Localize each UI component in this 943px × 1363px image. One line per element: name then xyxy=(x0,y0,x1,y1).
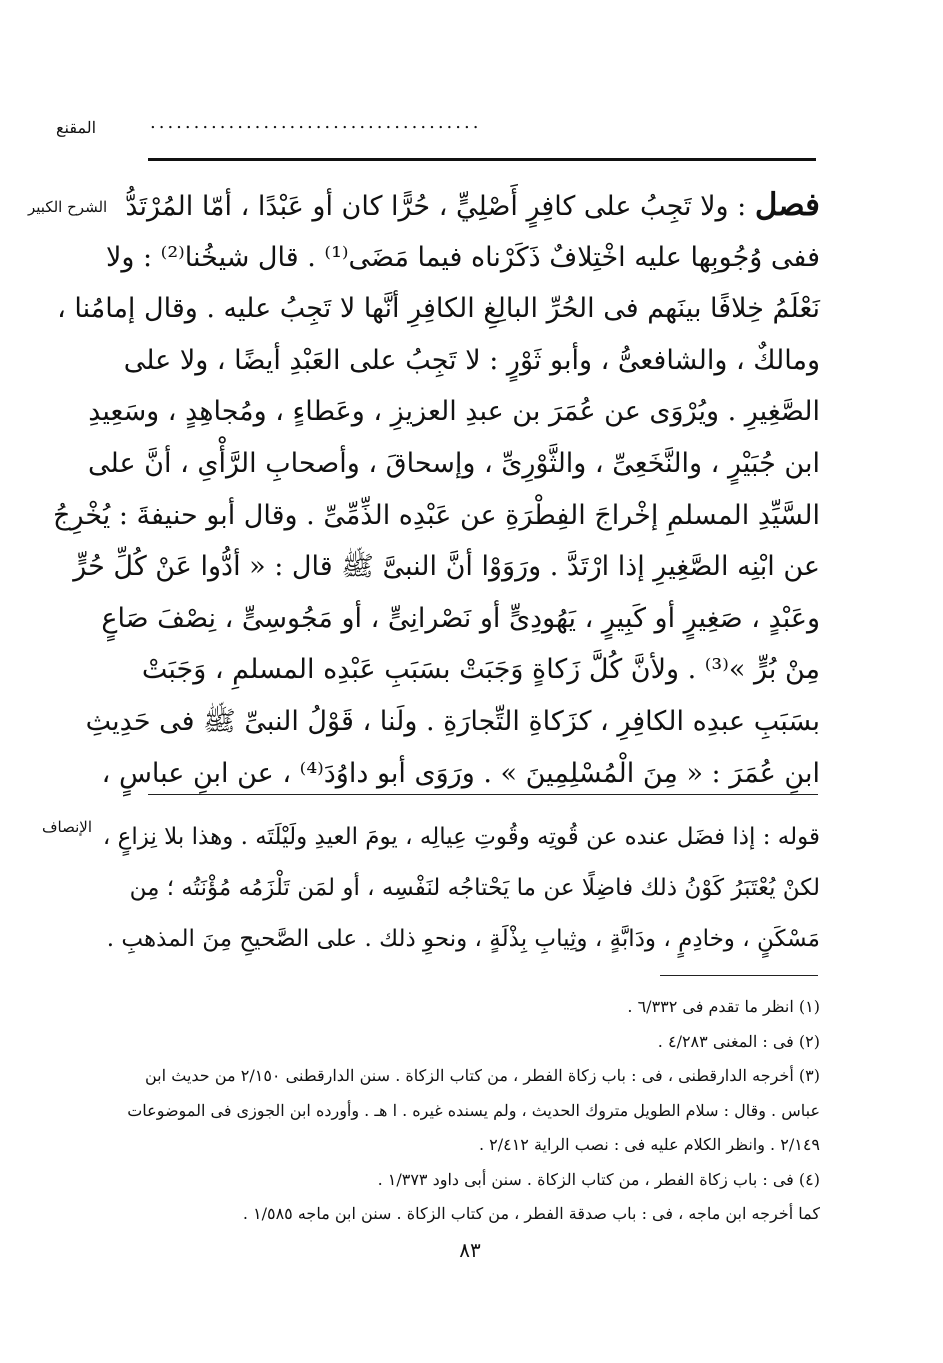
leader-dots: ...................................... xyxy=(150,112,482,133)
insaf-line-2: لكنْ يُعْتَبَرُ كَوْنُ ذلك فاضِلًا عن ما يَحْتاجُه لنَفْسِه ، أو لمَن تَلْزَمُه مُؤْنَتُه ؛ مِن xyxy=(129,875,820,901)
insaf-line-3: مَسْكَنٍ ، وخادِمٍ ، ودَابَّةٍ ، وثِيابِ بِذْلَةٍ ، ونحوِ ذلك . على الصَّحيحِ مِنَ المذهبِ . xyxy=(106,926,820,952)
page-number: ٨٣ xyxy=(459,1238,481,1262)
insaf-line-1: قوله : إذا فضَل عنده عن قُوتِه وقُوتِ عِيالِه ، يومَ العيدِ ولَيْلَتَه . وهذا بلا نِزاعٍ ، xyxy=(102,824,820,850)
side-label-insaf: الإنصاف xyxy=(42,818,93,836)
main-line-2: ففى وُجُوبِها عليه اخْتِلافٌ ذَكَرْناه فيما مَضَى⁽¹⁾ . قال شيخُنا⁽²⁾ : ولا xyxy=(105,241,820,273)
running-title: المقنع xyxy=(56,118,97,137)
footnote-2: (٢) فى : المغنى ٤/٢٨٣ . xyxy=(657,1031,820,1051)
footnote-1: (١) انظر ما تقدم فى ٦/٣٣٢ . xyxy=(627,997,820,1016)
section-divider xyxy=(148,794,818,795)
footnote-4: (٤) فى : باب زكاة الفطر ، من كتاب الزكاة . سنن أبى داود ١/٣٧٣ . xyxy=(377,1169,820,1189)
footnote-3: (٣) أخرجه الدارقطنى ، فى : باب زكاة الفطر ، من كتاب الزكاة . سنن الدارقطنى ٢/١٥٠ من حديث ابن xyxy=(145,1066,820,1085)
main-line-4: ومالكٌ ، والشافعىُّ ، وأبو ثَوْرٍ : لا تَجِبُ على العَبْدِ أيضًا ، ولا على xyxy=(123,344,820,376)
main-line-9: وعَبْدٍ ، صَغِيرٍ أو كَبِيرٍ ، يَهُودِىٍّ أو نَصْرانِىٍّ ، أو مَجُوسِىٍّ ، نِصْفَ صَاعٍ xyxy=(101,602,820,634)
main-line-11: بسَبَبِ عبدِه الكافِرِ ، كزَكاةِ التِّجارَةِ . ولَنا ، قَوْلُ النبىِّ ﷺ فى حَدِيثِ xyxy=(85,705,820,737)
footnote-3-end: ٢/١٤٩ . وانظر الكلام عليه فى : نصب الراية ٢/٤١٢ . xyxy=(478,1135,820,1154)
main-line-8: عن ابْنِه الصَّغِيرِ إذا ارْتَدَّ . ورَوَوْا أنَّ النبىَّ ﷺ قال : « أدُّوا عَنْ كُلِّ حُرٍّ xyxy=(73,551,820,583)
side-label-sharh: الشرح الكبير xyxy=(28,198,108,216)
footnote-rule xyxy=(660,975,818,976)
header-rule xyxy=(148,158,816,161)
footnotes xyxy=(127,990,820,1232)
main-line-1 xyxy=(125,180,820,232)
footnote-3-cont: عباس . وقال : سلام الطويل متروك الحديث ، ولم يسنده غيره . ا هـ . وأورده ابن الجوزى فى الموضوعات xyxy=(127,1100,820,1120)
main-line-6: ابن جُبَيْرٍ ، والنَّخَعِىِّ ، والثَّوْرِىِّ ، وإسحاقَ ، وأصحابِ الرَّأْىِ ، أنَّ على xyxy=(88,447,820,479)
footnote-4-cont: كما أخرجه ابن ماجه ، فى : باب صدقة الفطر ، من كتاب الزكاة . سنن ابن ماجه ١/٥٨٥ . xyxy=(242,1204,820,1223)
main-line-3: نَعْلَمُ خِلافًا بينَهم فى الحُرِّ البالِغِ الكافِرِ أنَّها لا تَجِبُ عليه . وقال إمامُنا ، xyxy=(57,293,820,325)
main-line-5: الصَّغِيرِ . ويُرْوَى عن عُمَرَ بن عبدِ العزيزِ ، وعَطاءٍ ، ومُجاهِدٍ ، وسَعِيدِ xyxy=(88,396,820,428)
main-line-1-text: : ولا تَجِبُ على كافِرٍ أَصْلِيٍّ ، حُرًّا كان أو عَبْدًا ، أمّا المُرْتَدُّ xyxy=(125,191,747,222)
main-line-12: ابنِ عُمَرَ : « مِنَ الْمُسْلِمِينَ » . ورَوَى أبو داوُدَ⁽⁴⁾ ، عن ابنِ عباسٍ ، xyxy=(101,757,820,789)
insaf-text xyxy=(102,812,820,965)
main-line-10: مِنْ بُرٍّ »⁽³⁾ . ولأنَّ كُلَّ زَكاةٍ وَجَبَتْ بسَبَبِ عَبْدِه المسلمِ ، وَجَبَتْ xyxy=(141,654,820,686)
main-line-7: السَّيِّدِ المسلمِ إخْراجَ الفِطْرَةِ عن عَبْدِه الذِّمِّىِّ . وقال أبو حنيفةَ : يُخْرِجُ xyxy=(53,499,820,531)
fasl-heading: فصل xyxy=(754,187,820,223)
